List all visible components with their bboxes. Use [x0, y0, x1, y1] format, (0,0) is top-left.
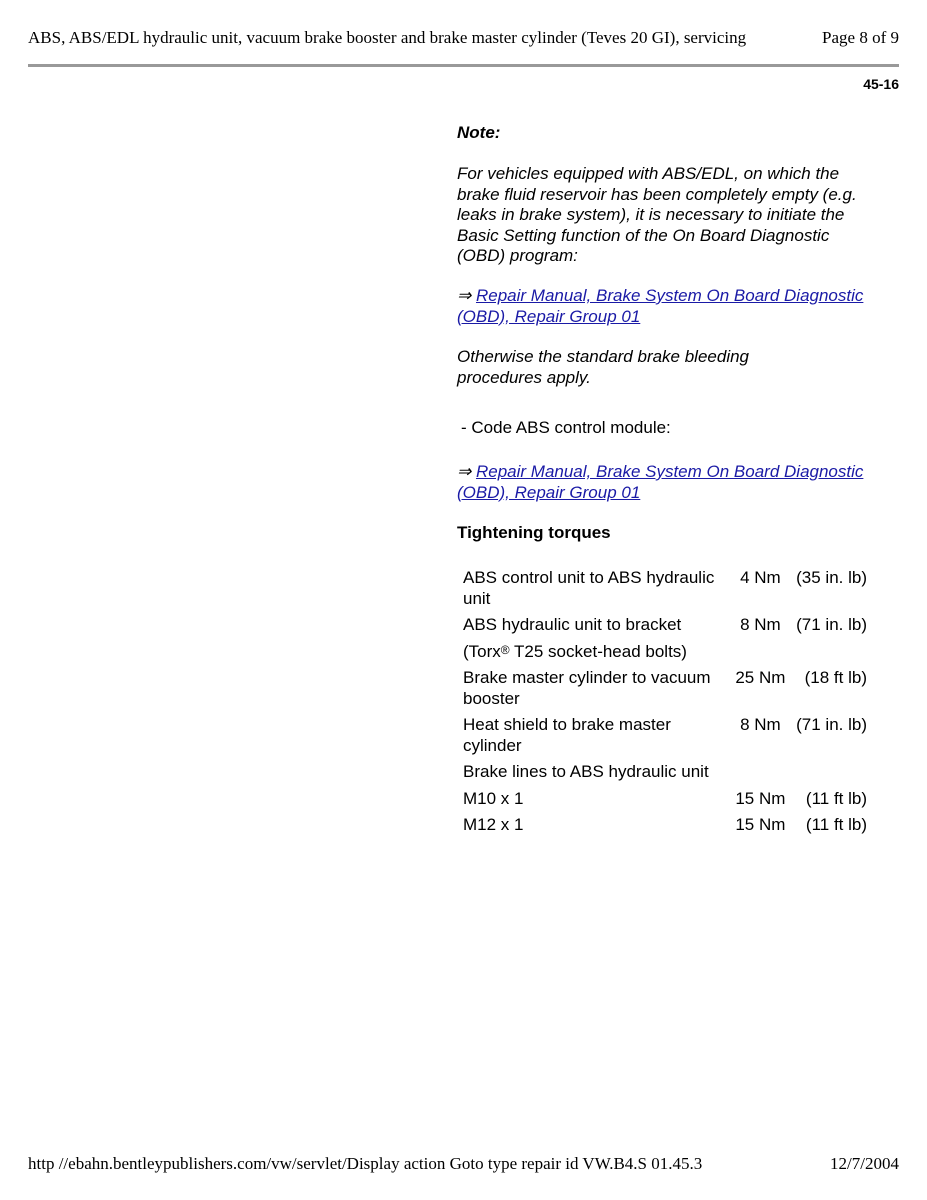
table-row	[460, 813, 870, 840]
torque-nm: 4 Nm	[740, 568, 781, 587]
table-row	[460, 787, 870, 814]
table-row	[460, 613, 870, 640]
torque-imperial: (71 in. lb)	[796, 615, 867, 634]
footer-url: http //ebahn.bentleypublishers.com/vw/servlet/Display action Goto type repair id VW.B4.S 01.45.3	[28, 1154, 703, 1173]
page-indicator: Page 8 of 9	[822, 28, 899, 47]
step-code-abs: - Code ABS control module:	[461, 418, 671, 437]
footer-date: 12/7/2004	[830, 1154, 899, 1173]
note-body: For vehicles equipped with ABS/EDL, on which the brake fluid reservoir has been completely empty (e.g. leaks in brake system), it is necessary to initiate the Basic Setting function of the On Board Diagnostic (OBD) program:	[457, 164, 857, 265]
torque-item: Brake master cylinder to vacuum booster	[463, 668, 711, 708]
torque-item-note	[460, 640, 870, 667]
torque-table	[460, 566, 870, 840]
table-row	[460, 760, 870, 787]
torque-item: M10 x 1	[463, 788, 524, 808]
torque-imperial: (11 ft lb)	[805, 788, 867, 808]
note-link-paragraph	[457, 286, 897, 327]
table-row	[460, 640, 870, 667]
table-row	[460, 666, 870, 713]
tightening-torques-heading: Tightening torques	[457, 523, 611, 542]
arrow-right-icon: ⇒	[457, 286, 472, 305]
registered-mark: ®	[500, 642, 510, 657]
torque-nm: 15 Nm	[735, 815, 786, 834]
repair-manual-link-1[interactable]: Repair Manual, Brake System On Board Diagnostic (OBD), Repair Group 01	[457, 286, 864, 326]
step-link-paragraph	[457, 462, 897, 503]
torx-detail: T25 socket-head bolts)	[509, 641, 687, 661]
repair-manual-link-2[interactable]: Repair Manual, Brake System On Board Diagnostic (OBD), Repair Group 01	[457, 462, 864, 502]
otherwise-text: Otherwise the standard brake bleeding procedures apply.	[457, 347, 750, 387]
torque-item: Brake lines to ABS hydraulic unit	[463, 762, 709, 781]
torque-item: Heat shield to brake master cylinder	[463, 715, 671, 755]
table-row	[460, 566, 870, 613]
torque-imperial: (35 in. lb)	[796, 568, 867, 587]
torque-imperial: (11 ft lb)	[805, 815, 867, 834]
torque-item: M12 x 1	[463, 815, 524, 834]
note-heading: Note:	[457, 123, 501, 142]
torque-nm: 15 Nm	[735, 788, 786, 808]
torque-imperial: (18 ft lb)	[804, 668, 867, 687]
table-row	[460, 713, 870, 760]
torque-item: ABS control unit to ABS hydraulic unit	[463, 568, 715, 608]
header-divider	[28, 64, 899, 67]
torque-nm: 8 Nm	[740, 715, 781, 734]
torque-nm: 8 Nm	[740, 615, 781, 634]
torx-label: (Torx	[463, 641, 501, 661]
section-number: 45-16	[863, 76, 899, 92]
torque-imperial: (71 in. lb)	[796, 715, 867, 734]
document-title: ABS, ABS/EDL hydraulic unit, vacuum brake booster and brake master cylinder (Teves 20 GI), servicing	[28, 28, 747, 47]
torque-item: ABS hydraulic unit to bracket	[463, 615, 682, 634]
torque-nm: 25 Nm	[735, 668, 786, 687]
arrow-right-icon: ⇒	[457, 462, 472, 481]
